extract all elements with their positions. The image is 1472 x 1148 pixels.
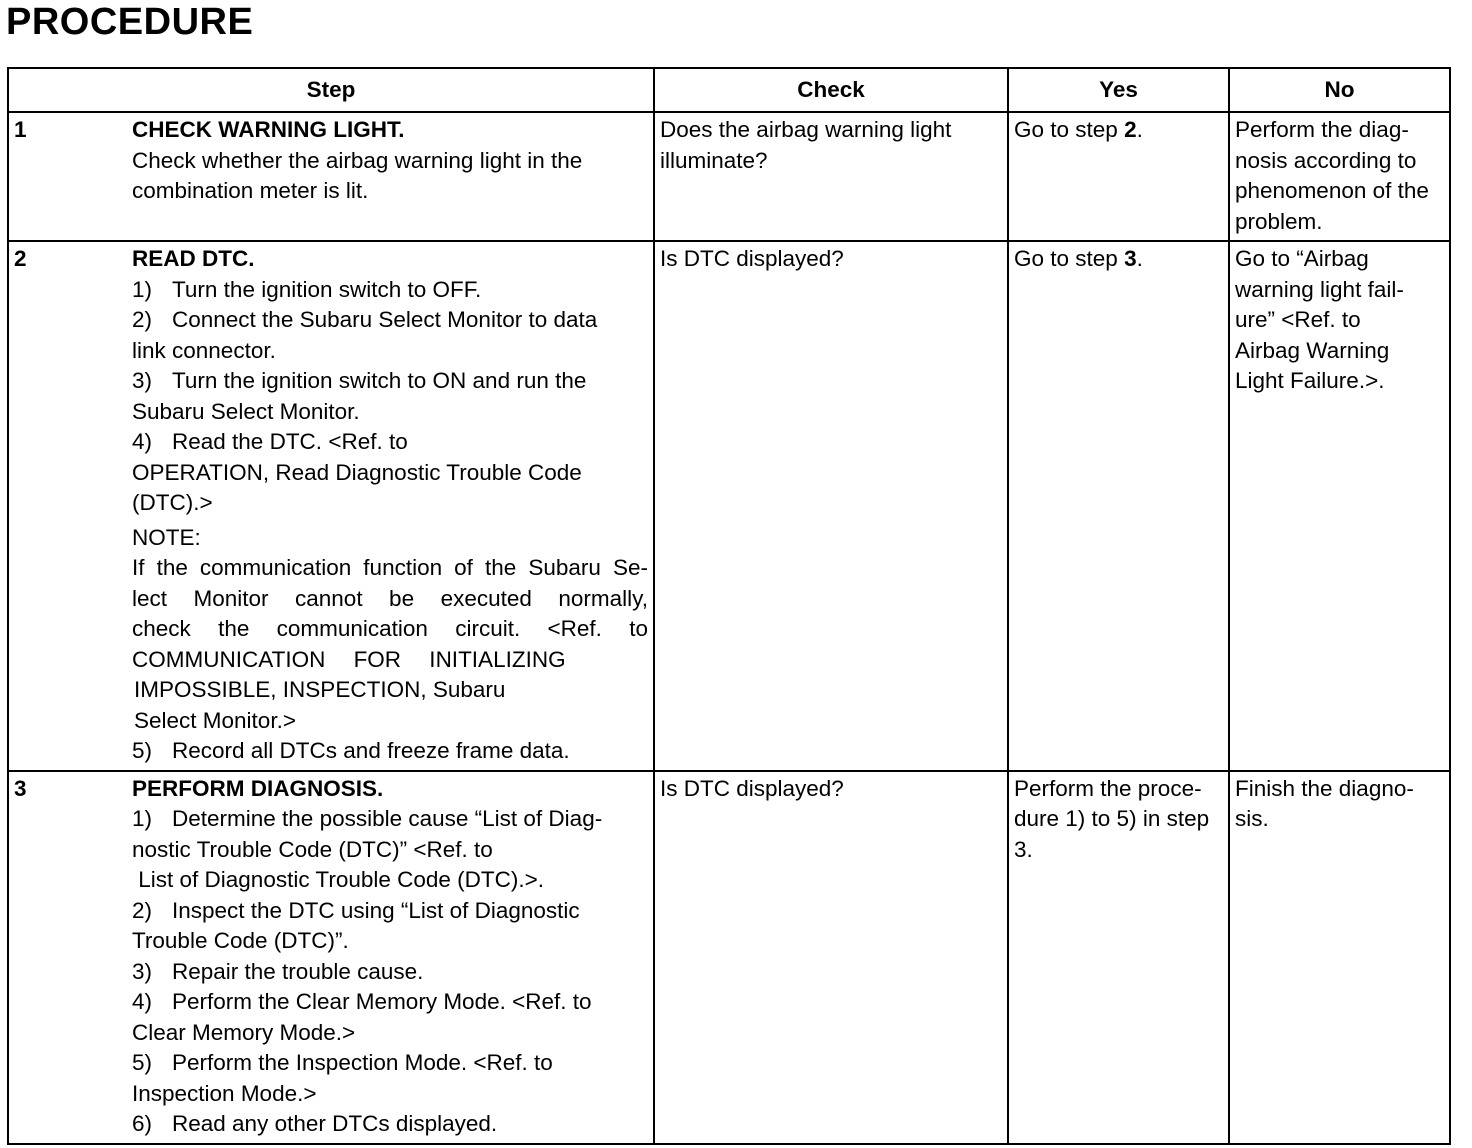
- note-line: COMMUNICATION FOR INITIALIZING: [132, 646, 566, 672]
- list-item: [132, 987, 648, 1018]
- item-text: Read the DTC. <Ref. to: [172, 429, 408, 454]
- list-item: [132, 305, 648, 336]
- step-cell: [8, 771, 654, 1144]
- item-text: Turn the ignition switch to ON and run the: [172, 368, 587, 393]
- yes-text: Go to step: [1014, 117, 1125, 142]
- note-line: check the communication circuit. <Ref. to: [132, 616, 648, 641]
- item-index: 4): [132, 429, 153, 454]
- item-text: Connect the Subaru Select Monitor to data: [172, 307, 598, 332]
- list-item: [132, 366, 648, 397]
- table-row: [8, 771, 1450, 1144]
- item-index: 2): [132, 307, 153, 332]
- item-continuation: Inspection Mode.>: [132, 1080, 317, 1106]
- no-line: sis.: [1235, 806, 1269, 831]
- no-line: Finish the diagno-: [1235, 775, 1414, 801]
- step-description: Check whether the airbag warning light in the combination meter is lit.: [132, 147, 583, 203]
- check-text: Is DTC displayed?: [660, 246, 844, 271]
- header-no: No: [1229, 68, 1450, 112]
- item-text: Perform the Inspection Mode. <Ref. to: [172, 1050, 553, 1075]
- yes-cell: [1008, 112, 1229, 241]
- item-continuation: (DTC).>: [132, 490, 213, 515]
- item-continuation: nostic Trouble Code (DTC)” <Ref. to: [132, 836, 493, 862]
- list-item: [132, 957, 648, 988]
- list-item: [132, 1109, 648, 1140]
- step-number: 2: [14, 246, 27, 271]
- note-line: If the communication function of the Subaru Se-: [132, 555, 648, 580]
- item-continuation: Trouble Code (DTC)”.: [132, 928, 349, 953]
- check-text: Is DTC displayed?: [660, 775, 844, 801]
- no-cell: [1229, 241, 1450, 771]
- note-label: NOTE:: [132, 524, 201, 550]
- step-cell: [8, 112, 654, 241]
- list-item: [132, 427, 648, 458]
- list-item: [132, 1048, 648, 1079]
- list-item: [132, 275, 648, 306]
- item-text: Repair the trouble cause.: [172, 958, 424, 984]
- yes-cell: [1008, 771, 1229, 1144]
- procedure-table: [7, 67, 1451, 1145]
- table-header-row: [8, 68, 1450, 112]
- item-continuation: link connector.: [132, 337, 276, 363]
- step-title: CHECK WARNING LIGHT.: [132, 117, 405, 142]
- item-index: 1): [132, 806, 153, 831]
- item-text: Turn the ignition switch to OFF.: [172, 276, 482, 302]
- header-check: Check: [654, 68, 1008, 112]
- step-number: 1: [14, 117, 27, 142]
- header-step: Step: [8, 68, 654, 112]
- step-title: PERFORM DIAGNOSIS.: [132, 775, 384, 801]
- item-text: Inspect the DTC using “List of Diagnostic: [172, 897, 580, 923]
- no-line: Light Failure.>.: [1235, 368, 1385, 393]
- yes-text: Go to step: [1014, 246, 1125, 271]
- item-text: Determine the possible cause “List of Diag-: [172, 806, 603, 831]
- check-cell: [654, 112, 1008, 241]
- item-index: 5): [132, 738, 153, 763]
- check-cell: [654, 771, 1008, 1144]
- item-text: Perform the Clear Memory Mode. <Ref. to: [172, 989, 592, 1014]
- check-cell: [654, 241, 1008, 771]
- item-index: 6): [132, 1111, 153, 1136]
- no-line: Airbag Warning: [1235, 337, 1390, 363]
- table-row: [8, 112, 1450, 241]
- item-text: Read any other DTCs displayed.: [172, 1111, 498, 1136]
- no-text: Perform the diag-nosis according to phenomenon of the problem.: [1235, 117, 1429, 234]
- item-continuation: Clear Memory Mode.>: [132, 1019, 356, 1045]
- list-item: [132, 736, 648, 767]
- item-continuation: List of Diagnostic Trouble Code (DTC).>.: [132, 867, 545, 892]
- no-cell: [1229, 771, 1450, 1144]
- no-line: Go to “Airbag: [1235, 246, 1369, 271]
- yes-line: Perform the proce-: [1014, 775, 1202, 801]
- check-text: Does the airbag warning light illuminate?: [660, 117, 952, 173]
- step-cell: [8, 241, 654, 771]
- list-item: [132, 804, 648, 835]
- yes-suffix: .: [1136, 246, 1143, 271]
- yes-step-ref: 3: [1124, 246, 1137, 271]
- step-number: 3: [14, 775, 27, 801]
- step-title: READ DTC.: [132, 246, 255, 271]
- item-index: 2): [132, 897, 153, 923]
- page-title: PROCEDURE: [6, 1, 254, 43]
- item-continuation: Subaru Select Monitor.: [132, 398, 360, 424]
- yes-line: 3.: [1014, 836, 1033, 862]
- yes-cell: [1008, 241, 1229, 771]
- no-line: ure” <Ref. to: [1235, 307, 1361, 332]
- item-index: 3): [132, 958, 153, 984]
- item-index: 5): [132, 1050, 153, 1075]
- table-row: [8, 241, 1450, 771]
- no-line: warning light fail-: [1235, 276, 1404, 302]
- header-yes: Yes: [1008, 68, 1229, 112]
- item-index: 4): [132, 989, 153, 1014]
- no-cell: [1229, 112, 1450, 241]
- note-line: lect Monitor cannot be executed normally,: [132, 585, 648, 611]
- yes-step-ref: 2: [1124, 117, 1137, 142]
- item-index: 1): [132, 276, 153, 302]
- note-line: IMPOSSIBLE, INSPECTION, Subaru: [134, 677, 506, 702]
- yes-line: dure 1) to 5) in step: [1014, 806, 1210, 831]
- item-continuation: OPERATION, Read Diagnostic Trouble Code: [132, 459, 582, 485]
- item-text: Record all DTCs and freeze frame data.: [172, 738, 570, 763]
- yes-suffix: .: [1136, 117, 1143, 142]
- list-item: [132, 896, 648, 927]
- item-index: 3): [132, 368, 153, 393]
- note-line: Select Monitor.>: [134, 707, 296, 733]
